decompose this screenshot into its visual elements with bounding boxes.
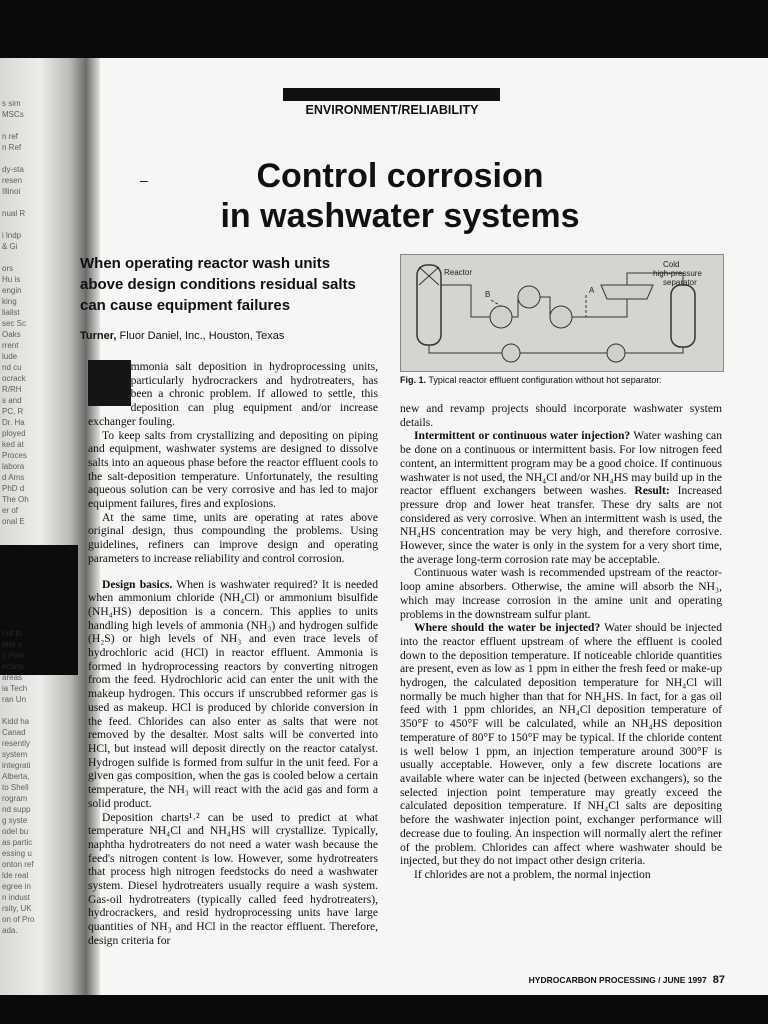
exchanger-3	[550, 306, 572, 328]
article-column-1	[88, 355, 379, 948]
result-label: Result:	[626, 484, 670, 498]
paragraph: Deposition charts¹˒² can be used to predict at what temperature NH₄Cl and NH₄HS will crystallize. Typically, naphtha hydrotreaters do not need a water wash because the feed's nitrogen content is low. However, some hydrotreaters that process high nitrogen feedstocks do need a washwater system. Diesel hydrotreaters usually require a wash system. Gas-oil hydrotreaters (typically called feed hydrotreaters), hydrocrackers, and resid hydroprocessing units have large quantities of NH₃ and HCl in the reactor effluent. Therefore, design criteria for	[88, 810, 378, 947]
paragraph: At the same time, units are operating at rates above original design, thus compounding the problems. Using guidelines, refiners can improve design and operating parameters to increase reliability and control corrosion.	[88, 510, 378, 565]
figure-caption	[400, 375, 730, 385]
effluent-line	[441, 285, 490, 317]
author-name: Turner,	[80, 330, 117, 342]
top-scan-border	[0, 0, 768, 58]
byline	[80, 330, 380, 342]
water-injection-b	[491, 300, 501, 306]
label-reactor: Reactor	[444, 268, 473, 277]
pump	[607, 344, 625, 362]
caption-text: Typical reactor effluent configuration without hot separator.	[426, 375, 662, 385]
furnace-coil	[502, 344, 520, 362]
author-affiliation: Fluor Daniel, Inc., Houston, Texas	[116, 330, 285, 342]
title-line-2: in washwater systems	[220, 197, 580, 235]
gutter-text-block-2: ors Hu is engin king lialist sec Sc Oaks rrent lude nd cu ocrack R/RH s and PC, R Dr. Ha ployed ked at Proces labora d Ams PhD d The Oh er of onal E	[2, 264, 29, 526]
effluent-line	[540, 297, 550, 317]
paragraph: To keep salts from crystallizing and depositing on piping and equipment, washwater systems are designed to dissolve salts into an aqueous phase before the reactor effluent cools to the salt-deposition temperature. Unfortunately, the resulting aqueous solution can be very corrosive and has led to major equipment failures, fires and explosions.	[88, 428, 378, 511]
deck-line-2: above design conditions residual salts	[80, 276, 356, 293]
feed-line	[429, 345, 502, 353]
label-separator-3: separator	[663, 278, 697, 287]
paragraph-injection-type	[400, 429, 722, 566]
article-deck	[80, 253, 390, 316]
bottom-scan-border	[0, 995, 768, 1024]
gutter-text-block-1: s sim MSCs n ref n Ref dy-sta resen Illinoi nual R i lndp & Gi	[2, 99, 26, 251]
left-page-gutter	[0, 58, 100, 995]
intro-text: mmonia salt deposition in hydroprocessing units, particularly hydrocrackers and hydrotreaters, has been a chronic problem. If allowed to settle, this deposition can plug equipment and/or increase exchanger fouling.	[88, 360, 378, 428]
label-point-b: B	[485, 290, 491, 299]
page-footer	[480, 974, 725, 986]
paragraph-text: Water should be injected into the reactor effluent upstream of where the effluent is cooled down to the deposition temperature. If noticeable chloride quantities are present, even as low as 1 ppm in either the fresh feed or make-up hydrogen, the calculated deposition temperature for NH₄Cl will normally be much higher than that for NH₄HS. In fact, for a gas oil feed with 1 ppm chlorides, an NH₄Cl deposition temperature of 350°F to 450°F will be calculated, while an NH₄HS deposition temperature of 80°F to 150°F may be typical. If the chloride content is well below 1 ppm, an injection temperature around 300°F is usually acceptable. However, only a few discrete locations are available where water can be injected (between exchangers), so the selected injection point temperature may greatly exceed the calculated deposition temperature. If NH₄Cl salts are depositing before the washwater injection point, exchanger performance will decrease due to fouling. An inspection will normally alert the refiner of the problem. Chlorides can affect where washwater should be injected, but they do not impact other design criteria.	[400, 621, 722, 868]
paragraph-text: Water washing can be done on a continuous or intermittent basis. For low nitrogen feed content, an intermittent program may be a good choice. If continuous washwater is not used, the NH₄Cl and/or NH₄HS may build up in the reactor effluent exchangers between washes.	[400, 429, 722, 498]
paragraph: Continuous water wash is recommended upstream of the reactor-loop amine absorbers. Otherwise, the amine will absorb the NH₃, which may increase corrosion in the amine unit and operating problems in the downstream sulfur plant.	[400, 566, 722, 621]
title-dash-mark: ‒	[140, 172, 148, 188]
effluent-line	[512, 297, 518, 317]
page-number: 87	[712, 974, 725, 986]
run-in-heading: Design basics.	[102, 577, 173, 591]
process-flow-diagram	[401, 255, 723, 371]
title-line-1: Control corrosion	[256, 157, 544, 195]
drop-cap-block: A	[88, 360, 131, 406]
gutter-text-block-3: t of th ater s r, Pow econo areas ia Tech ran Un Kidd ha Canad resently system integrati Alberta, to Shell rogram nd supp g syste odel bu as partic essing u onton ref lde real egree in n indust rsity, UK on of Pro ada.	[2, 629, 35, 935]
deck-line-3: can cause equipment failures	[80, 297, 291, 314]
figure-1-diagram	[400, 254, 724, 372]
exchanger-1	[490, 306, 512, 328]
caption-number: Fig. 1.	[400, 375, 427, 385]
reactor-vessel	[417, 265, 441, 345]
effluent-line	[572, 299, 627, 317]
paragraph: new and revamp projects should incorporate washwater system details.	[400, 402, 722, 429]
article-column-2	[400, 402, 722, 882]
journal-name: HYDROCARBON PROCESSING / JUNE 1997	[528, 975, 707, 985]
label-separator-1: Cold	[663, 260, 680, 269]
air-cooler	[601, 285, 653, 299]
paragraph-text: Increased pressure drop and lower heat transfer. These dry salts are not considered as very corrosive. When an intermittent wash is used, the NH₄HS concentration may be very high, and therefore corrosive. However, since the water is only in the system for a very short time, the average long-term corrosion rate may be acceptable.	[400, 484, 723, 566]
deck-line-1: When operating reactor wash units	[80, 255, 331, 272]
paragraph-text: When is washwater required? It is needed when ammonium chloride (NH₄Cl) or ammonium bisulfide (NH₄HS) deposition is a concern. This applies to units handling high levels of ammonia (NH₃) and hydrogen sulfide (H₂S) or high levels of NH₃ and even trace levels of hydrochloric acid (HCl) in reactor effluent. Ammonia is formed in hydroprocessing reactors by converting nitrogen from the feed. Hydrochloric acid can enter the unit with the makeup hydrogen. This occurs if unscrubbed reformer gas is used as makeup. HCl is produced by chloride conversion in the feed. Chlorides can also enter as salts that were not removed by the desalter. Most salts will be converted into HCl, but instead will deposit directly on the reactor catalyst. Hydrogen sulfide is formed from sulfur in the unit feed. For a given gas composition, when the gas is cooled below a certain temperature, the NH₃ will react with the acid gas and form a solid product.	[88, 577, 379, 810]
separator-vessel	[671, 285, 695, 347]
label-point-a: A	[589, 286, 595, 295]
paragraph-injection-location	[400, 621, 722, 868]
intro-paragraph	[88, 355, 378, 429]
section-bar	[283, 88, 500, 101]
run-in-heading: Where should the water be injected?	[414, 621, 601, 635]
paragraph: If chlorides are not a problem, the normal injection	[414, 867, 651, 881]
article-title	[140, 156, 650, 236]
exchanger-2	[518, 286, 540, 308]
paragraph-design-basics	[88, 578, 378, 811]
feed-line	[625, 347, 683, 353]
label-separator-2: high-pressure	[653, 269, 702, 278]
section-label: ENVIRONMENT/RELIABILITY	[305, 103, 479, 117]
run-in-heading: Intermittent or continuous water injection?	[414, 429, 631, 443]
